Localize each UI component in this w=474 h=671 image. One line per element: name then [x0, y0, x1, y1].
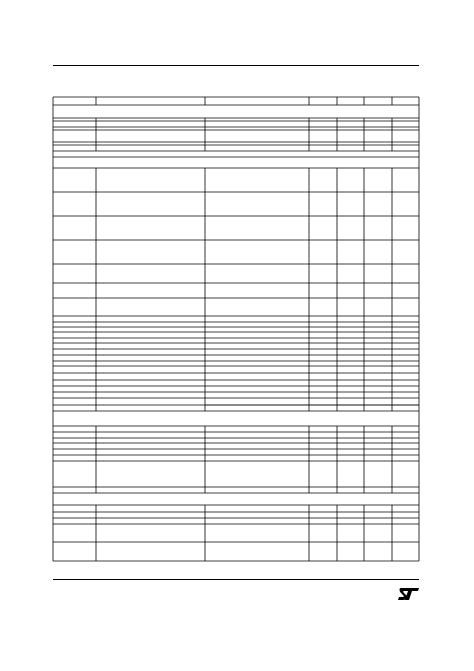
- footer-rule: [53, 579, 419, 580]
- st-logo-icon: [398, 587, 420, 601]
